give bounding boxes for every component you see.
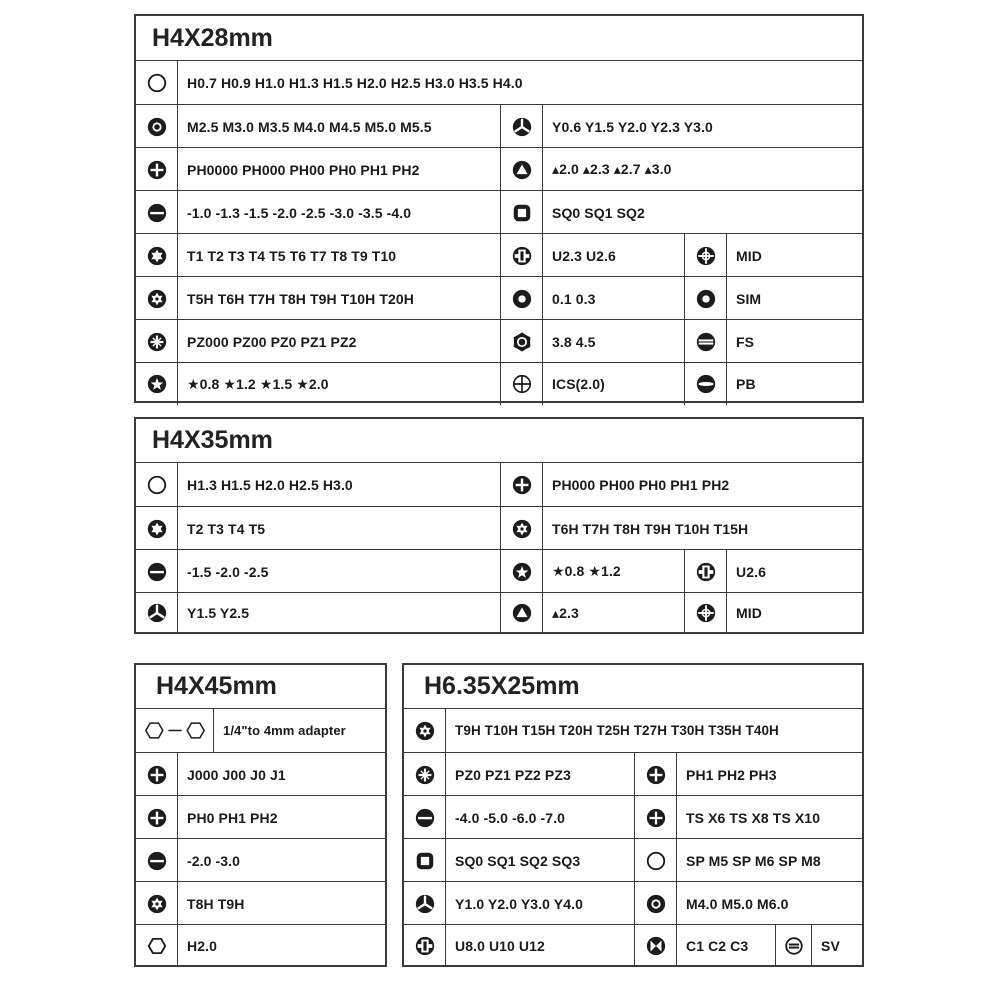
bit-sizes: PH0 PH1 PH2 [187, 809, 278, 826]
table-row [404, 838, 862, 882]
table-h4x28mm [134, 14, 864, 403]
mid-icon [685, 234, 727, 277]
table-body [136, 61, 862, 401]
table-h6-35x25mm [402, 663, 864, 967]
table-row [404, 752, 862, 796]
pozidriv-icon [404, 753, 446, 796]
bit-sizes: T2 T3 T4 T5 [178, 507, 501, 550]
bit-sizes: SV [821, 937, 840, 954]
clutch-icon [635, 925, 677, 966]
table-title: H4X35mm [136, 419, 862, 463]
bit-sizes: PZ0 PZ1 PZ2 PZ3 [446, 753, 635, 796]
bit-sizes: FS [736, 333, 755, 350]
fs-icon [685, 320, 727, 363]
pentalobe-m-icon [136, 105, 178, 148]
bit-sizes: Y1.5 Y2.5 [178, 593, 501, 633]
hex-socket-icon [635, 839, 677, 882]
table-row [136, 592, 862, 633]
bit-sizes: ★0.8 ★1.2 ★1.5 ★2.0 [178, 363, 501, 405]
tri-wing-y-icon [501, 105, 543, 148]
table-row [136, 838, 385, 882]
hexagon-icon [136, 925, 178, 966]
slotted-icon [136, 550, 178, 593]
bit-sizes: T1 T2 T3 T4 T5 T6 T7 T8 T9 T10 [178, 234, 501, 277]
table-row [136, 276, 862, 320]
table-row [136, 190, 862, 234]
bit-sizes: -2.0 -3.0 [187, 852, 241, 869]
bit-sizes: MID [736, 605, 762, 621]
slotted-icon [404, 796, 446, 839]
table-body [136, 463, 862, 632]
table-title: H4X28mm [136, 16, 862, 61]
table-row [136, 463, 862, 506]
phillips-icon [136, 796, 178, 839]
table-row [136, 61, 862, 104]
sv-icon [776, 925, 812, 966]
table-row [136, 147, 862, 191]
bit-sizes: T9H T10H T15H T20H T25H T27H T30H T35H T40H [455, 723, 779, 738]
bit-sizes: T8H T9H [187, 895, 245, 912]
bit-sizes: U8.0 U10 U12 [446, 925, 635, 966]
u-type-icon [501, 234, 543, 277]
phillips-icon [136, 753, 178, 796]
ics-icon [501, 363, 543, 405]
table-body [404, 709, 862, 965]
pentalobe-m-icon [635, 882, 677, 925]
table-row [136, 752, 385, 796]
bit-sizes: PZ000 PZ00 PZ0 PZ1 PZ2 [178, 320, 501, 363]
table-row [136, 506, 862, 550]
bit-sizes: SQ0 SQ1 SQ2 [552, 204, 645, 221]
mid-icon [685, 593, 727, 633]
phillips-icon [635, 753, 677, 796]
bit-sizes: H2.0 [187, 937, 217, 954]
table-title: H6.35X25mm [404, 665, 862, 709]
bit-sizes: -1.0 -1.3 -1.5 -2.0 -2.5 -3.0 -3.5 -4.0 [178, 191, 501, 234]
bit-sizes: T6H T7H T8H T9H T10H T15H [552, 520, 749, 537]
tri-wing-y-icon [136, 593, 178, 633]
bit-sizes: H0.7 H0.9 H1.0 H1.3 H1.5 H2.0 H2.5 H3.0 H3.5 H4.0 [187, 74, 523, 91]
table-row [136, 362, 862, 405]
bit-sizes: ▴2.3 [543, 593, 685, 633]
torx-security-icon [136, 277, 178, 320]
table-row [136, 881, 385, 925]
table-row [404, 924, 862, 966]
adapter-icon [136, 709, 214, 752]
u-type-icon [404, 925, 446, 966]
tri-wing-y-icon [404, 882, 446, 925]
gear-hex-icon [501, 320, 543, 363]
phillips-icon [501, 463, 543, 506]
bit-sizes: M2.5 M3.0 M3.5 M4.0 M4.5 M5.0 M5.5 [178, 105, 501, 148]
table-h4x35mm [134, 417, 864, 634]
table-row [136, 795, 385, 839]
u-type-icon [685, 550, 727, 593]
bit-sizes: SQ0 SQ1 SQ2 SQ3 [446, 839, 635, 882]
bit-sizes: 1/4"to 4mm adapter [223, 723, 346, 738]
slotted-icon [136, 839, 178, 882]
slotted-icon [136, 191, 178, 234]
bit-sizes: U2.6 [736, 563, 766, 580]
ring-icon [501, 277, 543, 320]
table-row [136, 104, 862, 148]
sim-icon [685, 277, 727, 320]
bit-sizes: PB [736, 376, 756, 392]
pb-icon [685, 363, 727, 405]
bit-sizes: SIM [736, 290, 762, 307]
triangle-icon [501, 593, 543, 633]
table-h4x45mm [134, 663, 387, 967]
torx-security-icon [136, 882, 178, 925]
bit-sizes: 3.8 4.5 [543, 320, 685, 363]
star-icon [501, 550, 543, 593]
table-row [136, 233, 862, 277]
table-body [136, 709, 385, 965]
bit-sizes: H1.3 H1.5 H2.0 H2.5 H3.0 [178, 463, 501, 506]
hex-socket-icon [136, 61, 178, 104]
torx-icon [136, 507, 178, 550]
square-icon [404, 839, 446, 882]
bit-sizes: TS X6 TS X8 TS X10 [686, 809, 821, 826]
table-row [136, 709, 385, 752]
table-row [136, 549, 862, 593]
bit-sizes: U2.3 U2.6 [543, 234, 685, 277]
table-row [404, 795, 862, 839]
triangle-icon [501, 148, 543, 191]
star-icon [136, 363, 178, 405]
bit-sizes: M4.0 M5.0 M6.0 [686, 895, 789, 912]
bit-sizes: PH1 PH2 PH3 [686, 766, 777, 783]
bit-sizes: ICS(2.0) [543, 363, 685, 405]
bit-sizes: ★0.8 ★1.2 [543, 550, 685, 593]
hex-socket-icon [136, 463, 178, 506]
torx-icon [136, 234, 178, 277]
torx-security-icon [404, 709, 446, 752]
bit-sizes: -1.5 -2.0 -2.5 [178, 550, 501, 593]
bit-sizes: ▴2.0 ▴2.3 ▴2.7 ▴3.0 [552, 161, 672, 177]
bit-sizes: SP M5 SP M6 SP M8 [686, 852, 821, 869]
bit-sizes: Y1.0 Y2.0 Y3.0 Y4.0 [446, 882, 635, 925]
bit-sizes: 0.1 0.3 [543, 277, 685, 320]
bit-sizes: PH0000 PH000 PH00 PH0 PH1 PH2 [178, 148, 501, 191]
bit-sizes: J000 J00 J0 J1 [187, 766, 286, 783]
ts-icon [635, 796, 677, 839]
table-row [404, 881, 862, 925]
bit-sizes: MID [736, 247, 762, 264]
pozidriv-icon [136, 320, 178, 363]
phillips-icon [136, 148, 178, 191]
bit-sizes: PH000 PH00 PH0 PH1 PH2 [552, 476, 730, 493]
torx-security-icon [501, 507, 543, 550]
table-row [404, 709, 862, 752]
table-row [136, 924, 385, 966]
bit-sizes: -4.0 -5.0 -6.0 -7.0 [446, 796, 635, 839]
bit-sizes: C1 C2 C3 [677, 925, 776, 966]
bit-sizes: T5H T6H T7H T8H T9H T10H T20H [178, 277, 501, 320]
bit-sizes: Y0.6 Y1.5 Y2.0 Y2.3 Y3.0 [552, 118, 713, 135]
table-row [136, 319, 862, 363]
square-icon [501, 191, 543, 234]
table-title: H4X45mm [136, 665, 385, 709]
